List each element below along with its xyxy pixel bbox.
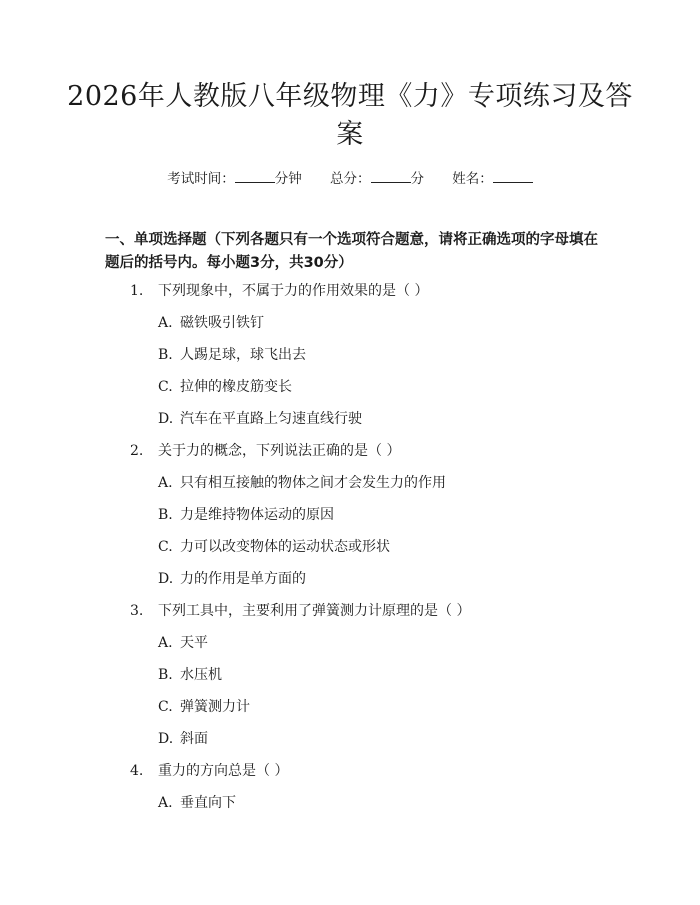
question-1-option-d [158, 409, 362, 429]
option-text: 力的作用是单方面的 [180, 571, 306, 587]
question-number: 4. [130, 763, 144, 779]
student-name-blank [493, 168, 533, 183]
option-text: 汽车在平直路上匀速直线行驶 [180, 411, 362, 427]
question-1 [130, 281, 428, 301]
question-1-option-a [158, 313, 264, 333]
question-4-option-a [158, 793, 236, 813]
option-letter: C. [158, 699, 173, 715]
option-letter: A. [158, 475, 173, 491]
option-text: 力是维持物体运动的原因 [180, 507, 334, 523]
question-4 [130, 761, 288, 781]
option-letter: C. [158, 379, 173, 395]
option-letter: B. [158, 347, 173, 363]
question-2 [130, 441, 400, 461]
question-2-option-c [158, 537, 390, 557]
option-text: 水压机 [180, 667, 222, 683]
option-text: 垂直向下 [180, 795, 236, 811]
total-score-field [330, 168, 424, 189]
question-3-option-b [158, 665, 222, 685]
question-2-option-b [158, 505, 334, 525]
option-letter: D. [158, 411, 174, 427]
question-1-option-c [158, 377, 292, 397]
question-3-option-a [158, 633, 208, 653]
option-text: 天平 [180, 635, 208, 651]
question-3-option-c [158, 697, 250, 717]
option-letter: A. [158, 315, 173, 331]
option-letter: B. [158, 667, 173, 683]
total-score-label: 总分： [330, 171, 371, 187]
option-letter: B. [158, 507, 173, 523]
exam-time-unit: 分钟 [274, 171, 302, 187]
question-number: 1. [130, 283, 144, 299]
question-number: 3. [130, 603, 144, 619]
question-3-option-d [158, 729, 208, 749]
student-name-field [452, 168, 533, 189]
question-2-option-d [158, 569, 306, 589]
question-1-option-b [158, 345, 306, 365]
question-number: 2. [130, 443, 144, 459]
option-letter: D. [158, 571, 174, 587]
question-text: 关于力的概念，下列说法正确的是（ ） [158, 443, 401, 459]
question-2-option-a [158, 473, 446, 493]
option-letter: C. [158, 539, 173, 555]
question-text: 下列现象中，不属于力的作用效果的是（ ） [158, 283, 429, 299]
option-text: 斜面 [180, 731, 208, 747]
option-text: 力可以改变物体的运动状态或形状 [180, 539, 390, 555]
question-3 [130, 601, 470, 621]
exam-info-line [0, 168, 700, 189]
section-title: 一、单项选择题（下列各题只有一个选项符合题意，请将正确选项的字母填在题后的括号内。每小题3分，共30分） [105, 232, 598, 271]
option-letter: A. [158, 635, 173, 651]
exam-time-blank [235, 168, 275, 183]
option-text: 拉伸的橡皮筋变长 [180, 379, 292, 395]
option-letter: A. [158, 795, 173, 811]
option-text: 人踢足球，球飞出去 [180, 347, 306, 363]
total-score-unit: 分 [410, 171, 424, 187]
document-title: 2026年人教版八年级物理《力》专项练习及答案 [67, 81, 633, 150]
option-text: 弹簧测力计 [180, 699, 250, 715]
option-letter: D. [158, 731, 174, 747]
question-text: 下列工具中，主要利用了弹簧测力计原理的是（ ） [158, 603, 471, 619]
option-text: 磁铁吸引铁钉 [180, 315, 264, 331]
exam-time-field [167, 168, 302, 189]
exam-time-label: 考试时间： [167, 171, 235, 187]
option-text: 只有相互接触的物体之间才会发生力的作用 [180, 475, 446, 491]
student-name-label: 姓名： [452, 171, 493, 187]
question-text: 重力的方向总是（ ） [158, 763, 289, 779]
total-score-blank [371, 168, 411, 183]
